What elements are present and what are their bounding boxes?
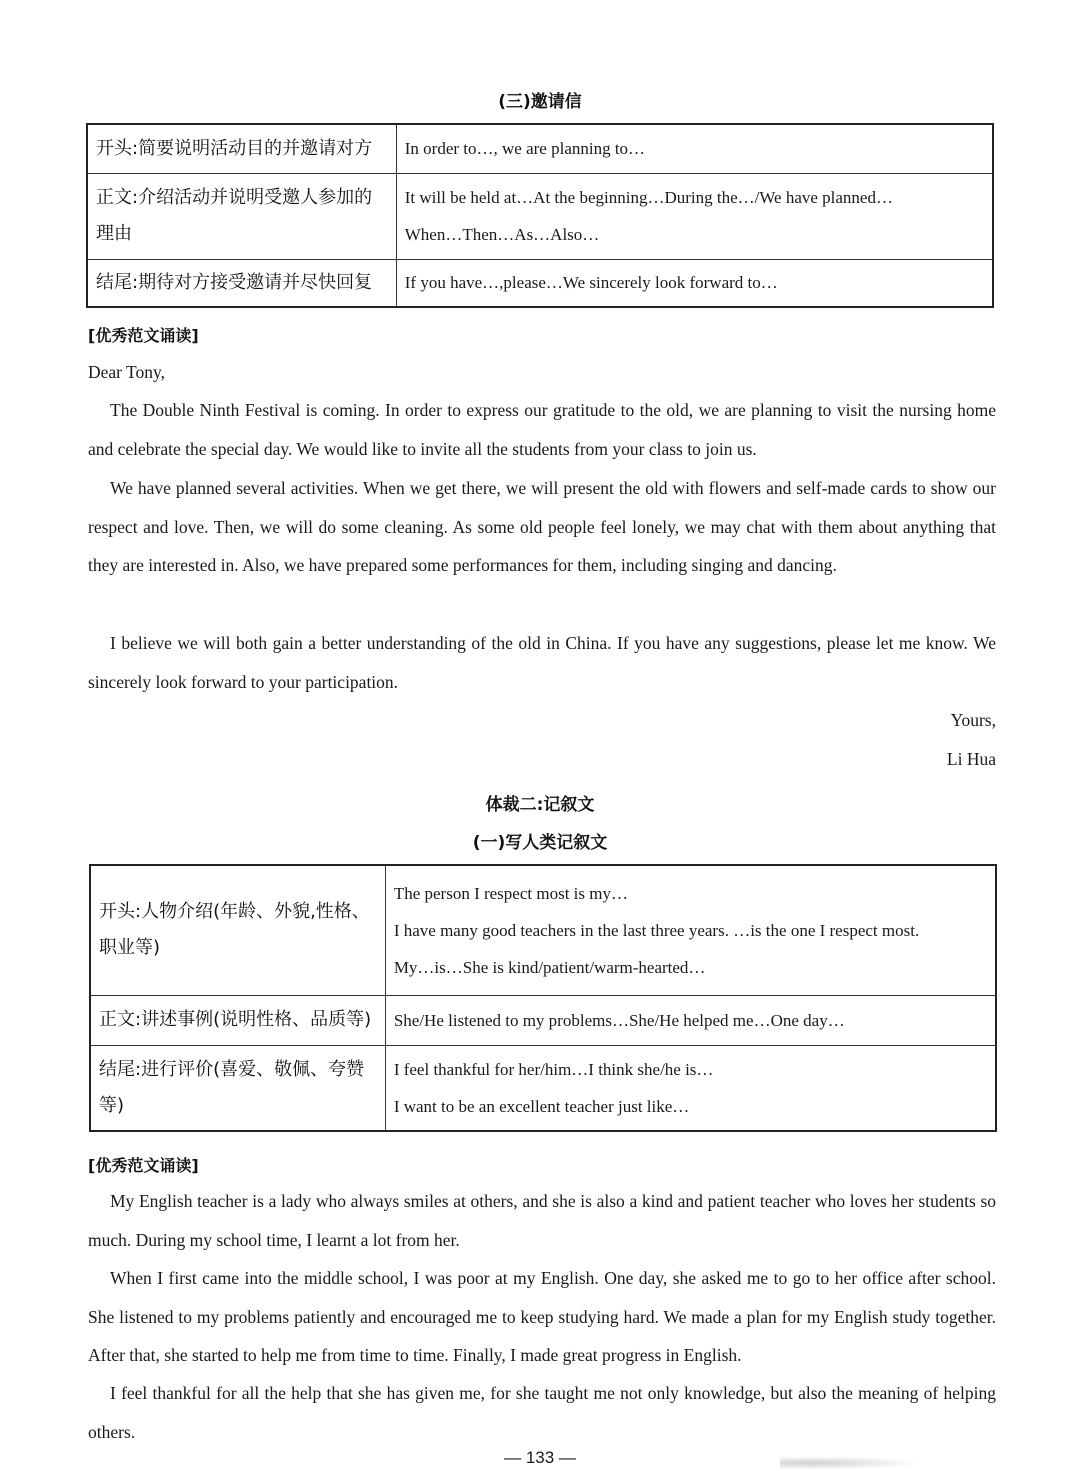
table-cell-line: My…is…She is kind/patient/warm-hearted… — [393, 957, 706, 977]
table-cell-left: 开头:人物介绍(年龄、外貌,性格、职业等) — [90, 865, 385, 995]
table-cell-left: 开头:简要说明活动目的并邀请对方 — [87, 124, 396, 173]
invitation-outline-table — [86, 123, 994, 308]
table-cell-line: I feel thankful for her/him…I think she/he is… — [393, 1059, 714, 1079]
essay-paragraph: When I first came into the middle school, I was poor at my English. One day, she asked me to go to her office after school. She listened to my problems patiently and encouraged me to keep studying hard. We made a plan for my English study together. After that, she started to help me from time to time. Finally, I made great progress in English. — [88, 1268, 996, 1366]
table-cell-left: 正文:讲述事例(说明性格、品质等) — [90, 995, 385, 1045]
essay-paragraph: The Double Ninth Festival is coming. In order to express our gratitude to the old, we are planning to visit the nursing home and celebrate the special day. We would like to invite all the students from your class to join us. — [88, 400, 996, 459]
genre-title-narrative: 体裁二:记叙文 — [485, 795, 595, 815]
table-cell-left: 结尾:进行评价(喜爱、敬佩、夸赞等) — [90, 1045, 385, 1131]
table-cell-line: If you have…,please…We sincerely look forward to… — [404, 273, 778, 293]
table-row — [87, 259, 993, 307]
model-essay-label: [优秀范文诵读] — [88, 326, 199, 345]
table-row — [90, 1045, 996, 1131]
table-cell-line: In order to…, we are planning to… — [404, 139, 646, 159]
table-cell-right — [396, 124, 993, 173]
table-row — [90, 865, 996, 995]
table-cell-left: 正文:介绍活动并说明受邀人参加的理由 — [87, 173, 396, 259]
table-cell-line: I want to be an excellent teacher just like… — [393, 1096, 690, 1116]
table-row — [87, 124, 993, 173]
table-cell-right — [385, 865, 996, 995]
table-row — [87, 173, 993, 259]
table-cell-right — [385, 1045, 996, 1131]
table-cell-right — [396, 259, 993, 307]
scan-smudge — [780, 1455, 940, 1471]
table-cell-line: I have many good teachers in the last three years. …is the one I respect most. — [393, 920, 920, 940]
essay-paragraph: I believe we will both gain a better understanding of the old in China. If you have any suggestions, please let me know. We sincerely look forward to your participation. — [88, 633, 996, 692]
table-cell-line: It will be held at…At the beginning…During the…/We have planned… — [404, 188, 893, 207]
table-row — [90, 995, 996, 1045]
section-title-invitation: (三)邀请信 — [498, 92, 582, 112]
model-essay-label: [优秀范文诵读] — [88, 1156, 199, 1175]
table-cell-line: When…Then…As…Also… — [404, 225, 600, 244]
essay-paragraph: We have planned several activities. When we get there, we will present the old with flowers and self-made cards to show our respect and love. Then, we will do some cleaning. As some old people feel lonely, we may chat with them about anything that they are interested in. Also, we have prepared some performances for them, including singing and dancing. — [88, 478, 996, 576]
table-cell-right — [385, 995, 996, 1045]
essay-paragraph: My English teacher is a lady who always smiles at others, and she is also a kind and patient teacher who loves her students so much. During my school time, I learnt a lot from her. — [88, 1191, 996, 1250]
narrative-outline-table — [89, 864, 997, 1132]
table-cell-left: 结尾:期待对方接受邀请并尽快回复 — [87, 259, 396, 307]
letter-signature: Li Hua — [946, 749, 996, 769]
letter-closing: Yours, — [950, 710, 996, 730]
table-cell-right — [396, 173, 993, 259]
section-title-person-narrative: (一)写人类记叙文 — [472, 833, 608, 853]
table-cell-line: The person I respect most is my… — [393, 883, 628, 903]
table-cell-line: She/He listened to my problems…She/He helped me…One day… — [393, 1010, 845, 1030]
essay-paragraph: I feel thankful for all the help that she has given me, for she taught me not only knowledge, but also the meaning of helping others. — [88, 1383, 996, 1442]
letter-greeting: Dear Tony, — [88, 362, 166, 382]
page-number: — 133 — — [504, 1448, 576, 1467]
